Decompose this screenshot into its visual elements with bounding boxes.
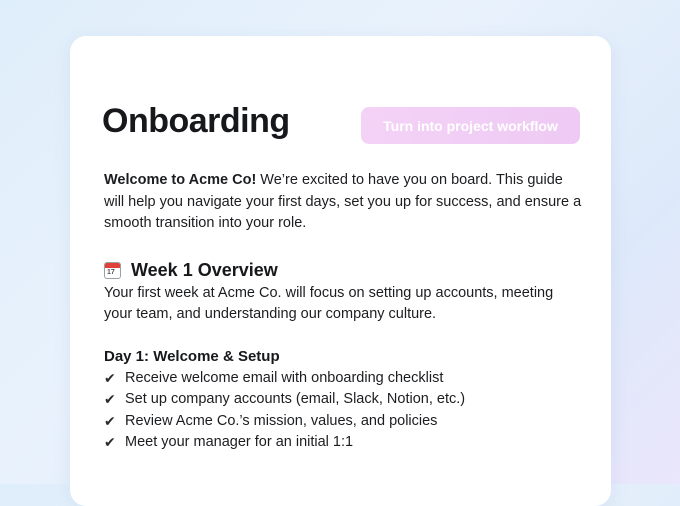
list-item-text: Review Acme Co.’s mission, values, and policies xyxy=(125,412,438,429)
week1-heading-text: Week 1 Overview xyxy=(131,259,278,280)
day1-heading: Day 1: Welcome & Setup xyxy=(104,347,280,365)
list-item-text: Set up company accounts (email, Slack, Notion, etc.) xyxy=(125,391,466,407)
turn-into-project-workflow-button[interactable]: Turn into project workflow xyxy=(361,107,580,144)
page-title: Onboarding xyxy=(102,102,290,140)
checkmark-icon: ✔ xyxy=(104,434,116,450)
checkmark-icon: ✔ xyxy=(104,412,116,429)
document-body xyxy=(104,170,584,454)
list-item xyxy=(104,411,584,433)
checkmark-icon: ✔ xyxy=(104,369,116,386)
calendar-icon: 17 xyxy=(104,262,121,279)
list-item-text: Receive welcome email with onboarding checklist xyxy=(125,369,444,386)
list-item-text: Meet your manager for an initial 1:1 xyxy=(125,434,354,450)
list-item xyxy=(104,389,584,411)
checkmark-icon: ✔ xyxy=(104,391,116,407)
week1-heading xyxy=(104,260,584,281)
intro-text: We’re excited to have you on board. This guide will help you navigate your first days, set you up for success, and ensure a smooth transition into your role. xyxy=(104,172,582,231)
onboarding-card xyxy=(70,36,611,506)
day1-checklist xyxy=(104,368,584,454)
list-item xyxy=(104,432,584,454)
week1-paragraph: Your first week at Acme Co. will focus on setting up accounts, meeting your team, and understanding our company culture. xyxy=(104,284,554,322)
intro-paragraph xyxy=(104,170,584,235)
list-item xyxy=(104,368,584,390)
intro-bold-text: Welcome to Acme Co! xyxy=(104,172,257,188)
